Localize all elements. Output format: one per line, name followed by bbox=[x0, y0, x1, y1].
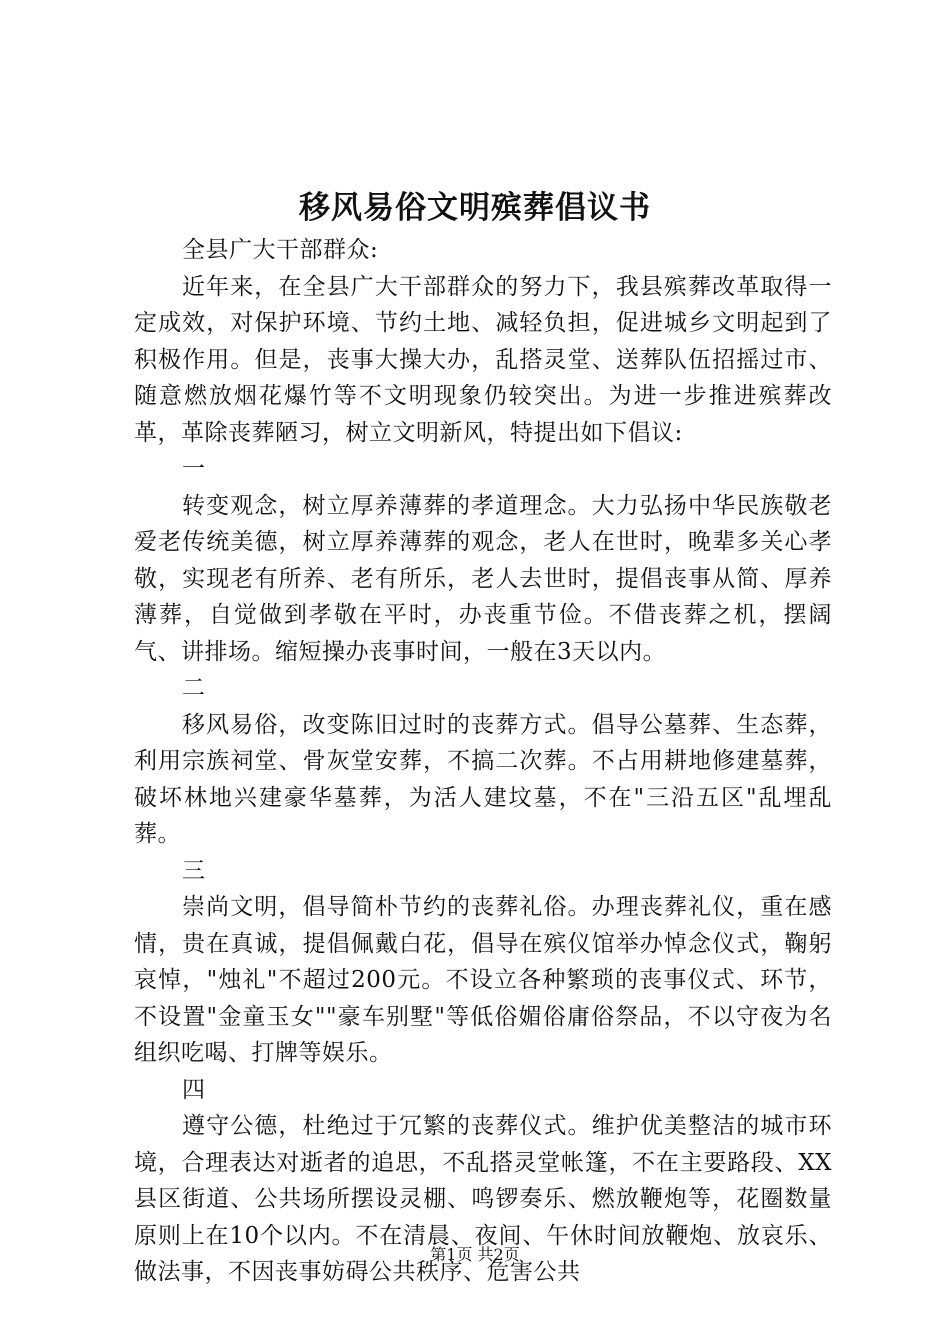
document-title: 移风易俗文明殡葬倡议书 bbox=[299, 190, 651, 226]
section-paragraph: 移风易俗，改变陈旧过时的丧葬方式。倡导公墓葬、生态葬，利用宗族祠堂、骨灰堂安葬，不搞二次葬。不占用耕地修建墓葬，破坏林地兴建豪华墓葬，为活人建坟墓，不在"三沿五区"乱埋乱葬。 bbox=[134, 711, 832, 847]
document-body bbox=[134, 232, 832, 1291]
section-paragraph: 转变观念，树立厚养薄葬的孝道理念。大力弘扬中华民族敬老爱老传统美德，树立厚养薄葬的观念，老人在世时，晚辈多关心孝敬，实现老有所养、老有所乐，老人去世时，提倡丧事从简、厚养薄葬，自觉做到孝敬在平时，办丧重节俭。不借丧葬之机，摆阔气、讲排场。缩短操办丧事时间，一般在3天以内。 bbox=[134, 492, 832, 665]
section-marker: 二 bbox=[182, 675, 206, 701]
section-marker: 一 bbox=[182, 456, 206, 482]
section-paragraph: 崇尚文明，倡导简朴节约的丧葬礼俗。办理丧葬礼仪，重在感情，贵在真诚，提倡佩戴白花，倡导在殡仪馆举办悼念仪式，鞠躬哀悼，"烛礼"不超过200元。不设立各种繁琐的丧事仪式、环节，不设置"金童玉女""豪车别墅"等低俗媚俗庸俗祭品，不以守夜为名组织吃喝、打牌等娱乐。 bbox=[134, 894, 832, 1066]
section-marker: 三 bbox=[182, 857, 206, 884]
salutation: 全县广大干部群众: bbox=[182, 237, 379, 263]
section-marker: 四 bbox=[182, 1076, 206, 1103]
page-footer: 第1页 共2页 bbox=[430, 1245, 520, 1264]
intro-paragraph: 近年来，在全县广大干部群众的努力下，我县殡葬改革取得一定成效，对保护环境、节约土地、减轻负担，促进城乡文明起到了积极作用。但是，丧事大操大办，乱搭灵堂、送葬队伍招摇过市、随意燃放烟花爆竹等不文明现象仍较突出。为进一步推进殡葬改革，革除丧葬陋习，树立文明新风，特提出如下倡议: bbox=[134, 273, 832, 446]
section-paragraph: 遵守公德，杜绝过于冗繁的丧葬仪式。维护优美整洁的城市环境，合理表达对逝者的追思，不乱搭灵堂帐篷，不在主要路段、XX县区街道、公共场所摆设灵棚、鸣锣奏乐、燃放鞭炮等，花圈数量原则上在10个以内。不在清晨、夜间、午休时间放鞭炮、放哀乐、做法事，不因丧事妨碍公共秩序、危害公共 bbox=[134, 1113, 832, 1285]
